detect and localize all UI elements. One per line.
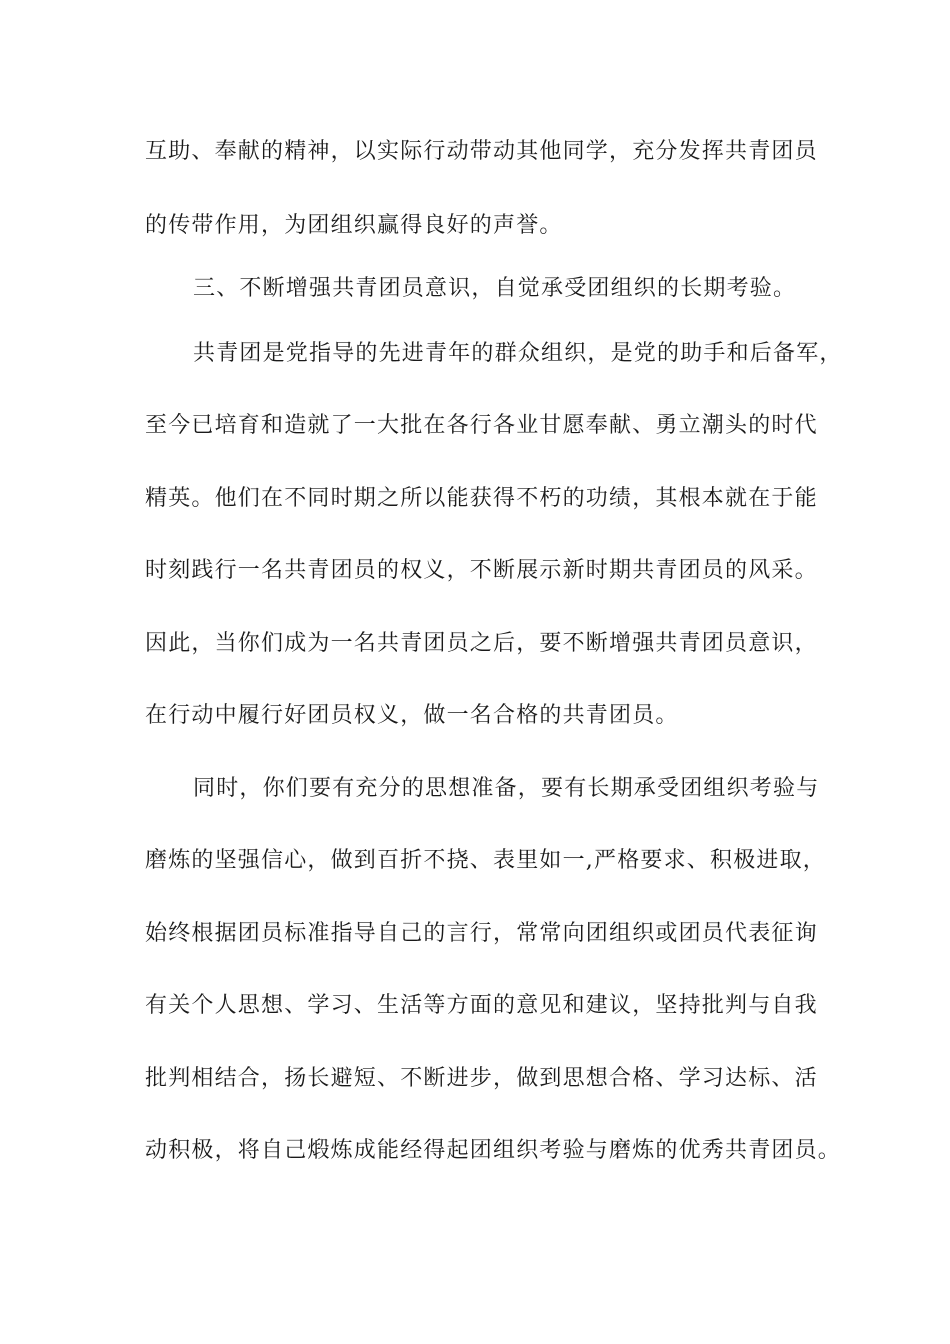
section-heading: 三、不断增强共青团员意识，自觉承受团组织的长期考验。 [193, 276, 797, 301]
body-text-line: 同时，你们要有充分的思想准备，要有长期承受团组织考验与 [193, 776, 820, 801]
body-text-line: 因此，当你们成为一名共青团员之后，要不断增强共青团员意识， [145, 631, 818, 656]
body-text-line: 精英。他们在不同时期之所以能获得不朽的功绩，其根本就在于能 [145, 486, 818, 511]
body-text-line: 始终根据团员标准指导自己的言行，常常向团组织或团员代表征询 [145, 921, 818, 946]
body-text-line: 有关个人思想、学习、生活等方面的意见和建议，坚持批判与自我 [145, 993, 818, 1018]
body-text-line: 互助、奉献的精神，以实际行动带动其他同学，充分发挥共青团员 [145, 139, 818, 164]
body-text-line: 时刻践行一名共青团员的权义，不断展示新时期共青团员的风采。 [145, 558, 818, 583]
body-text-line: 动积极，将自己煅炼成能经得起团组织考验与磨炼的优秀共青团员。 [145, 1138, 842, 1163]
body-text-line: 在行动中履行好团员权义，做一名合格的共青团员。 [145, 703, 679, 728]
body-text-line: 磨炼的坚强信心，做到百折不挠、表里如一,严格要求、积极进取， [145, 848, 826, 873]
body-text-line: 至今已培育和造就了一大批在各行各业甘愿奉献、勇立潮头的时代 [145, 413, 818, 438]
body-text-line: 的传带作用，为团组织赢得良好的声誉。 [145, 213, 563, 238]
body-text-line: 共青团是党指导的先进青年的群众组织，是党的助手和后备军， [193, 341, 843, 366]
body-text-line: 批判相结合，扬长避短、不断进步，做到思想合格、学习达标、活 [145, 1066, 818, 1091]
